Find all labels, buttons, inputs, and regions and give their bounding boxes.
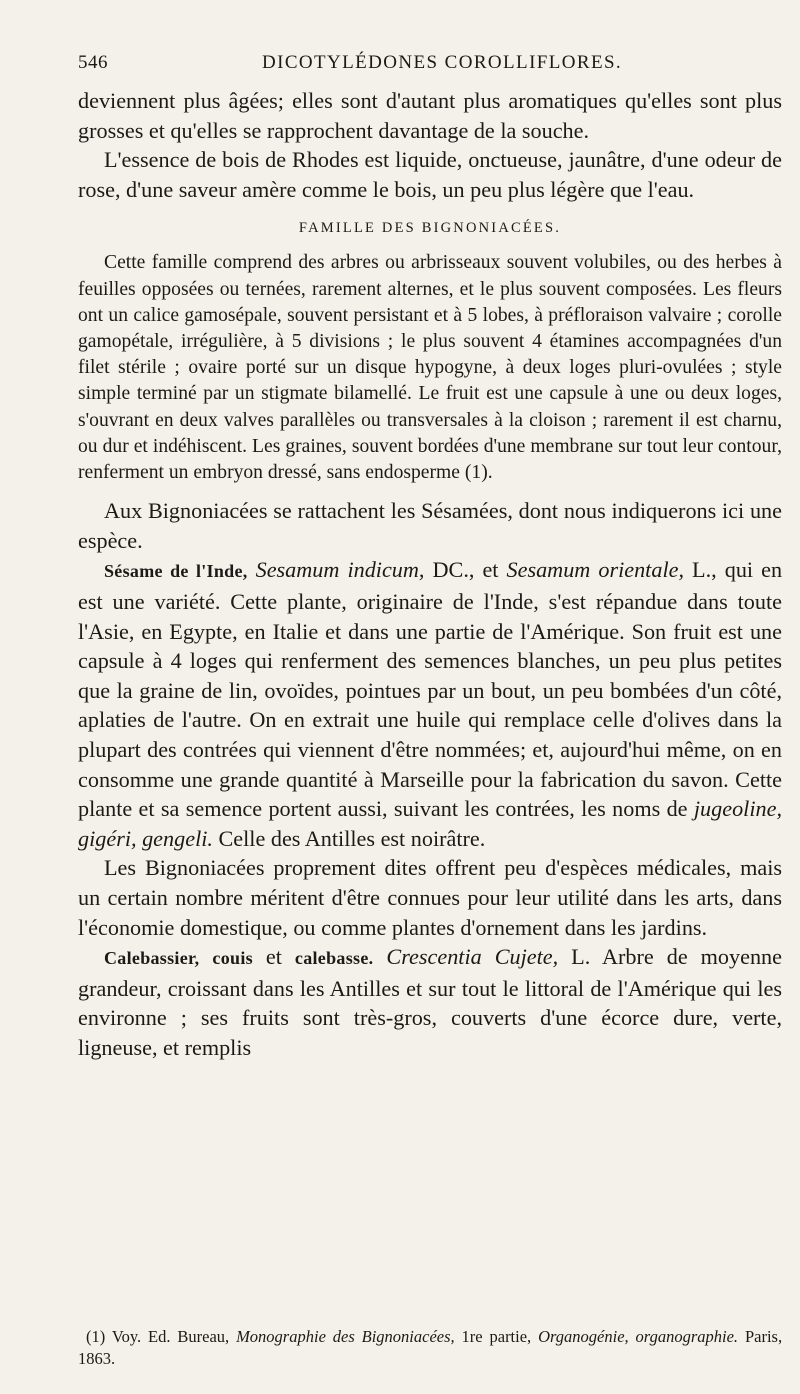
entry-calebassier bbox=[78, 942, 782, 1062]
section-heading: FAMILLE DES BIGNONIACÉES. bbox=[298, 220, 562, 237]
species-name: Sesamum indicum, bbox=[255, 557, 425, 583]
family-description-text: Cette famille comprend des arbres ou arbrisseaux souvent volubiles, ou des herbes à feuilles opposées ou ternées, rarement alternes, et le plus souvent composées. Les fleurs ont un calice gamosépale, souvent persistant et à 5 lobes, à préfloraison valvaire ; corolle gamopétale, irrégulière, à 5 divisions ; le plus souvent 4 étamines accompagnées d'un filet stérile ; ovaire porté sur un disque hypogyne, à deux loges pluri-ovulées ; style simple terminé par un stigmate bilamellé. Le fruit est une capsule à une ou deux loges, s'ouvrant en deux valves parallèles ou transversales à la cloison ; rarement il est charnu, ou dur et indéhiscent. Les graines, souvent bordées d'une membrane sur tout leur contour, renferment un embryon dressé, sans endosperme bbox=[78, 252, 782, 483]
footnote-place-date: Paris, 1863. bbox=[78, 1327, 783, 1368]
family-description bbox=[78, 250, 782, 486]
entry-sesame bbox=[78, 555, 782, 853]
paragraph-family-description bbox=[78, 250, 782, 486]
entry-term-couis: couis bbox=[212, 948, 253, 969]
entry-connector: et bbox=[265, 944, 282, 970]
entry-term-calebasse: calebasse. bbox=[294, 948, 374, 969]
species-name: Crescentia Cujete, bbox=[386, 944, 559, 970]
footnote bbox=[78, 1326, 782, 1370]
entry-term-sesame: Sésame de l'Inde, bbox=[104, 561, 248, 582]
vernacular-names: jugeoline, gigéri, gengeli. bbox=[78, 796, 783, 851]
footnote-citation: Voy. Ed. Bureau, bbox=[111, 1327, 230, 1346]
footnote-part: 1re partie, bbox=[461, 1327, 532, 1346]
paragraph-continuation: deviennent plus âgées; elles sont d'autant plus aromatiques qu'elles sont plus grosses et qu'elles se rapprochent davantage de la souche. bbox=[78, 88, 782, 143]
species-name: Sesamum orientale, bbox=[506, 557, 685, 583]
paragraph-rhodes-essence: L'essence de bois de Rhodes est liquide, onctueuse, jaunâtre, d'une odeur de rose, d'une saveur amère comme le bois, un peu plus légère que l'eau. bbox=[78, 147, 782, 202]
footnote-text bbox=[78, 1326, 782, 1370]
entry-text-end: Celle des Antilles est noirâtre. bbox=[218, 825, 486, 851]
entry-connector: DC., et bbox=[432, 557, 499, 583]
running-header bbox=[78, 52, 776, 80]
running-head-title: DICOTYLÉDONES COROLLIFLORES. bbox=[262, 52, 623, 73]
page-number: 546 bbox=[78, 52, 108, 73]
paragraph-bignoniacees: Les Bignoniacées proprement dites offrent peu d'espèces médicales, mais un certain nombre méritent d'être connues pour leur utilité dans les arts, dans l'économie domestique, ou comme plantes d'ornement dans les jardins. bbox=[78, 855, 782, 940]
footnote-reference: (1). bbox=[464, 462, 493, 483]
footnote-title-2: Organogénie, organographie. bbox=[538, 1327, 739, 1346]
paragraph-sesamees: Aux Bignoniacées se rattachent les Sésamées, dont nous indiquerons ici une espèce. bbox=[78, 498, 782, 553]
page-body bbox=[78, 86, 782, 1062]
footnote-title: Monographie des Bignoniacées, bbox=[236, 1327, 455, 1346]
entry-text: L. Arbre de moyenne grandeur, croissant dans les Antilles et sur tout le littoral de l'Amérique qui les environne ; ses fruits sont très-gros, couverts d'une écorce dure, verte, ligneuse, et remplis bbox=[78, 944, 782, 1060]
footnote-mark: (1) bbox=[86, 1327, 106, 1346]
entry-term-calebassier: Calebassier, bbox=[104, 948, 200, 969]
entry-text: L., qui en est une variété. Cette plante, originaire de l'Inde, s'est répandue dans toute l'Asie, en Egypte, en Italie et dans une partie de l'Amérique. Son fruit est une capsule à 4 loges qui renferment des semences blanches, un peu plus petites que la graine de lin, ovoïdes, pointues par un bout, un peu bombées d'un côté, aplaties de l'autre. On en extrait une huile qui remplace celle d'olives dans la plupart des contrées qui viennent d'être nommées; et, aujourd'hui même, on en consomme une grande quantité à Marseille pour la fabrication du savon. Cette plante et sa semence portent aussi, suivant les contrées, les noms de bbox=[78, 557, 783, 822]
